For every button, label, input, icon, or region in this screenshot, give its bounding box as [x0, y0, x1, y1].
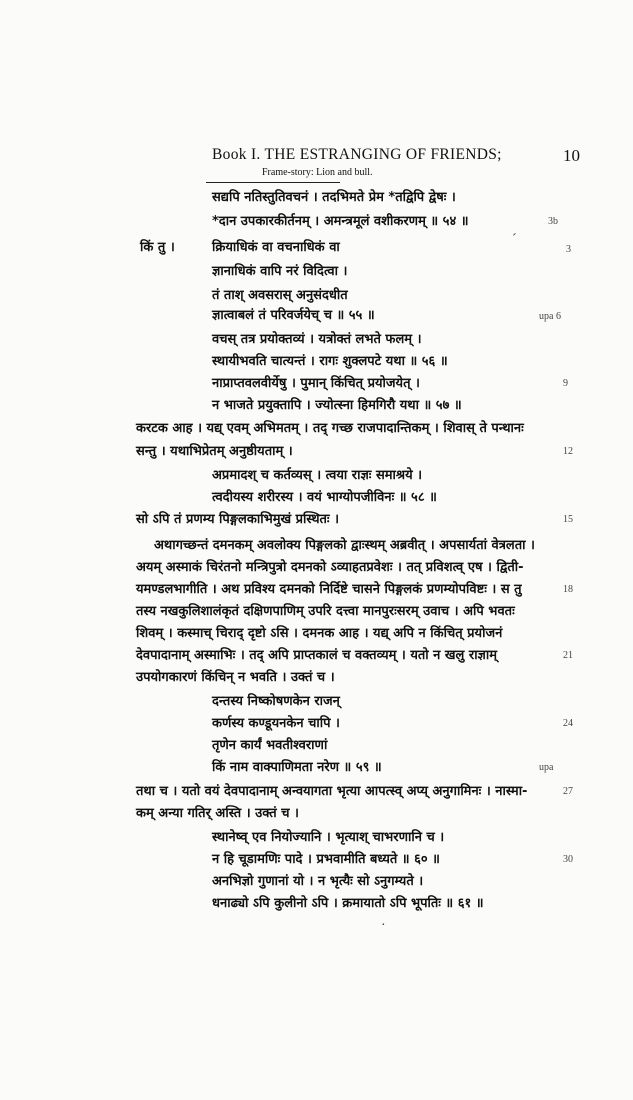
prose-line: उपयोगकारणं किंचिन् न भवति । उक्तं च ।: [136, 670, 335, 685]
line-ref: 12: [563, 446, 573, 457]
verse-line: त्वदीयस्य शरीरस्य । वयं भाग्योपजीविनः ॥ ५८ ॥: [212, 490, 437, 505]
prose-line: यमण्डलभागीति । अथ प्रविश्य दमनको निर्दिष्टे चासने पिङ्गलकं प्रणम्योपविष्टः । स तु: [136, 582, 522, 597]
verse-line: ज्ञात्वाबलं तं परिवर्जयेच् च ॥ ५५ ॥: [212, 308, 375, 323]
line-ref: upa: [539, 762, 554, 773]
verse-line: ज्ञानाधिकं वापि नरं विदित्वा ।: [212, 264, 348, 279]
prose-line: सन्तु । यथाभिप्रेतम् अनुष्ठीयताम् ।: [136, 444, 293, 459]
prose-line: सो ऽपि तं प्रणम्य पिङ्गलकाभिमुखं प्रस्थितः ।: [136, 512, 339, 527]
verse-line: अनभिज्ञो गुणानां यो । न भृत्यैः सो ऽनुगम्यते ।: [212, 874, 424, 889]
line-ref: 15: [563, 514, 573, 525]
line-ref: 30: [563, 854, 573, 865]
kim-tu-label: किं तु ।: [140, 240, 175, 255]
page-number: 10: [563, 146, 580, 165]
ink-mark: ·: [381, 918, 386, 933]
verse-line: न हि चूडामणिः पादे । प्रभवामीति बध्यते ॥ ६० ॥: [212, 852, 440, 867]
running-title: Book I. THE ESTRANGING OF FRIENDS;: [212, 146, 502, 163]
prose-line: अथागच्छन्तं दमनकम् अवलोक्य पिङ्गलको द्वाःस्थम् अब्रवीत् । अपसार्यतां वेत्रलता ।: [154, 538, 535, 553]
line-ref: upa 6: [539, 311, 561, 322]
prose-line: अयम् अस्माकं चिरंतनो मन्त्रिपुत्रो दमनको ऽव्याहतप्रवेशः । तत् प्रविशत्व् एष । द्विती-: [136, 560, 524, 575]
verse-line: कर्णस्य कण्डूयनकेन चापि ।: [212, 716, 340, 731]
verse-line: वचस् तत्र प्रयोक्तव्यं । यत्रोक्तं लभते फलम् ।: [212, 332, 422, 347]
line-ref: 24: [563, 718, 573, 729]
verse-line: न भाजते प्रयुक्तापि । ज्योत्स्ना हिमगिरौ यथा ॥ ५७ ॥: [212, 398, 462, 413]
prose-line: देवपादानाम् अस्माभिः । तद् अपि प्राप्तकालं च वक्तव्यम् । यतो न खलु राज्ञाम्: [136, 648, 498, 663]
verse-line: दन्तस्य निष्कोषणकेन राजन्: [212, 694, 340, 709]
prose-line: तथा च । यतो वयं देवपादानाम् अन्वयागता भृत्या आपत्स्व् अप्य् अनुगामिनः । नास्मा-: [136, 784, 528, 799]
ink-mark: ´: [512, 232, 517, 247]
section-subheading: Frame-story: Lion and bull.: [262, 167, 373, 178]
verse-line: अप्रमादश् च कर्तव्यस् । त्वया राज्ञः समाश्रये ।: [212, 468, 423, 483]
verse-line: सद्यपि नतिस्तुतिवचनं । तदभिमते प्रेम *तद्विपि द्वेषः ।: [212, 190, 456, 205]
verse-line: क्रियाधिकं वा वचनाधिकं वा: [212, 240, 340, 255]
verse-line: तृणेन कार्यं भवतीश्वराणां: [212, 738, 328, 753]
line-ref: 27: [563, 786, 573, 797]
verse-line: स्थायीभवति चात्यन्तं । रागः शुक्लपटे यथा ॥ ५६ ॥: [212, 354, 448, 369]
verse-line: किं नाम वाक्पाणिमता नरेण ॥ ५९ ॥: [212, 760, 382, 775]
verse-line: *दान उपकारकीर्तनम् । अमन्त्रमूलं वशीकरणम् ॥ ५४ ॥: [212, 214, 469, 229]
prose-line: करटक आह । यद्य् एवम् अभिमतम् । तद् गच्छ राजपादान्तिकम् । शिवास् ते पन्थानः: [136, 421, 524, 436]
line-ref: 18: [563, 584, 573, 595]
verse-line: नाप्राप्तवलवीर्येषु । पुमान् किंचित् प्रयोजयेत् ।: [212, 376, 420, 391]
verse-line: धनाढ्यो ऽपि कुलीनो ऽपि । क्रमायातो ऽपि भूपतिः ॥ ६१ ॥: [212, 896, 484, 911]
prose-line: तस्य नखकुलिशालंकृतं दक्षिणपाणिम् उपरि दत्त्वा मानपुरःसरम् उवाच । अपि भवतः: [136, 604, 515, 619]
verse-line: तं ताश् अवसरास् अनुसंदधीत: [212, 288, 348, 303]
line-ref: 9: [563, 378, 568, 389]
prose-line: शिवम् । कस्माच् चिराद् दृष्टो ऽसि । दमनक आह । यद्य् अपि न किंचित् प्रयोजनं: [136, 626, 503, 641]
prose-line: कम् अन्या गतिर् अस्ति । उक्तं च ।: [136, 806, 299, 821]
line-ref: 21: [563, 650, 573, 661]
verse-line: स्थानेष्व् एव नियोज्यानि । भृत्याश् चाभरणानि च ।: [212, 830, 445, 845]
line-ref: 3: [566, 244, 571, 255]
margin-mark: 3b: [548, 216, 558, 227]
